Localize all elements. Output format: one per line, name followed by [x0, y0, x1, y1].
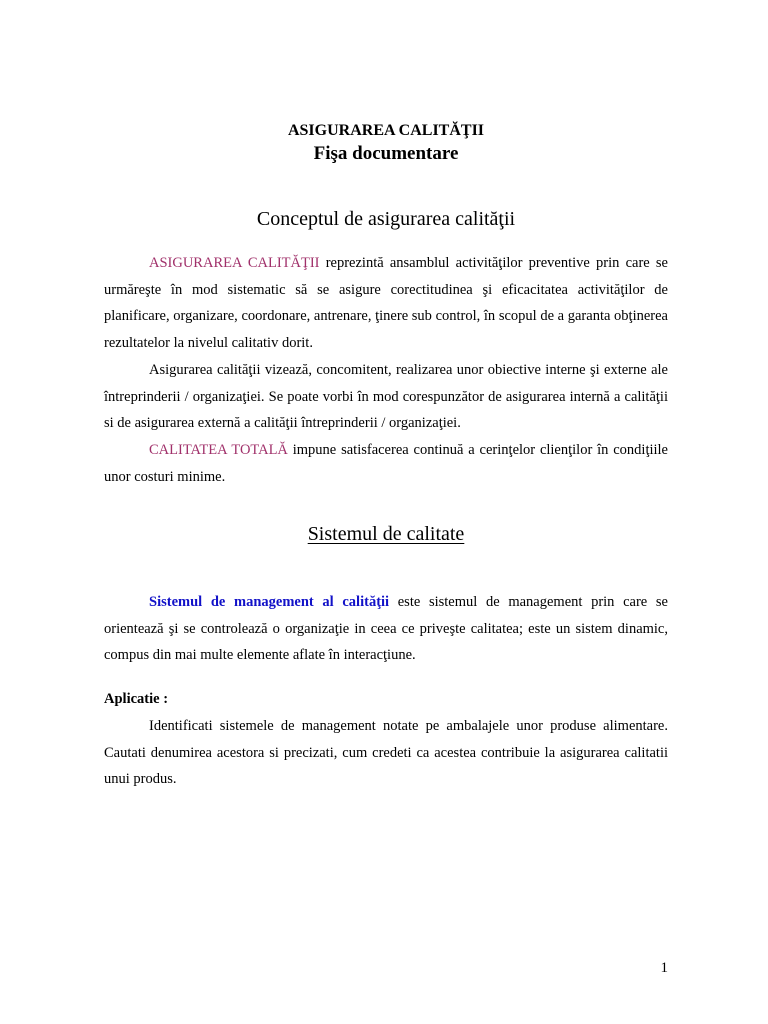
- paragraph-objectives-text: Asigurarea calităţii vizează, concomitent, realizarea unor obiective interne şi externe ale întreprinderii / organizaţiei. Se poate vorbi în mod corespunzător de asigurarea internă a calităţii si de asigurarea externă a calităţii întreprinderii / organizaţiei.: [104, 362, 668, 432]
- term-sistemul-de-management: Sistemul de management al calităţii: [149, 594, 390, 610]
- term-asigurarea-calitatii: ASIGURAREA CALITĂŢII: [149, 255, 320, 271]
- paragraph-objectives: [104, 357, 668, 437]
- paragraph-application-text: Identificati sistemele de management notate pe ambalajele unor produse alimentare. Cautati denumirea acestora si precizati, cum credeti ca acestea contribuie la asigurarea calitatii unui produs.: [104, 718, 668, 788]
- paragraph-total-quality-text: impune satisfacerea continuă a cerinţelor clienţilor în condiţiile unor costuri minime.: [104, 442, 668, 485]
- paragraph-total-quality: [104, 437, 668, 490]
- paragraph-application: [104, 713, 668, 793]
- section-heading-system: [104, 521, 668, 547]
- paragraph-management-system-text: este sistemul de management prin care se orientează şi se controlează o organizaţie in ceea ce priveşte calitatea; este un sistem dinamic, compus din mai multe elemente aflate în interacţiune.: [104, 594, 668, 664]
- paragraph-management-system: [104, 589, 668, 669]
- paragraph-definition: [104, 250, 668, 357]
- application-label: Aplicatie :: [104, 691, 169, 707]
- section-heading-system-text: Sistemul de calitate: [307, 523, 465, 545]
- paragraph-definition-text: reprezintă ansamblul activităţilor preventive prin care se urmăreşte în mod sistematic să se asigure corectitudinea şi eficacitatea activităţilor de planificare, organizare, coordonare, antrenare, ţinere sub control, în scopul de a garanta obţinerea rezultatelor la nivelul calitativ dorit.: [104, 255, 668, 352]
- document-subtitle: Fişa documentare: [313, 143, 459, 164]
- section-heading-concept: Conceptul de asigurarea calităţii: [256, 208, 516, 230]
- term-calitatea-totala: CALITATEA TOTALĂ: [149, 442, 288, 458]
- document-title: ASIGURAREA CALITĂŢII: [287, 122, 485, 139]
- page-number: 1: [660, 960, 668, 976]
